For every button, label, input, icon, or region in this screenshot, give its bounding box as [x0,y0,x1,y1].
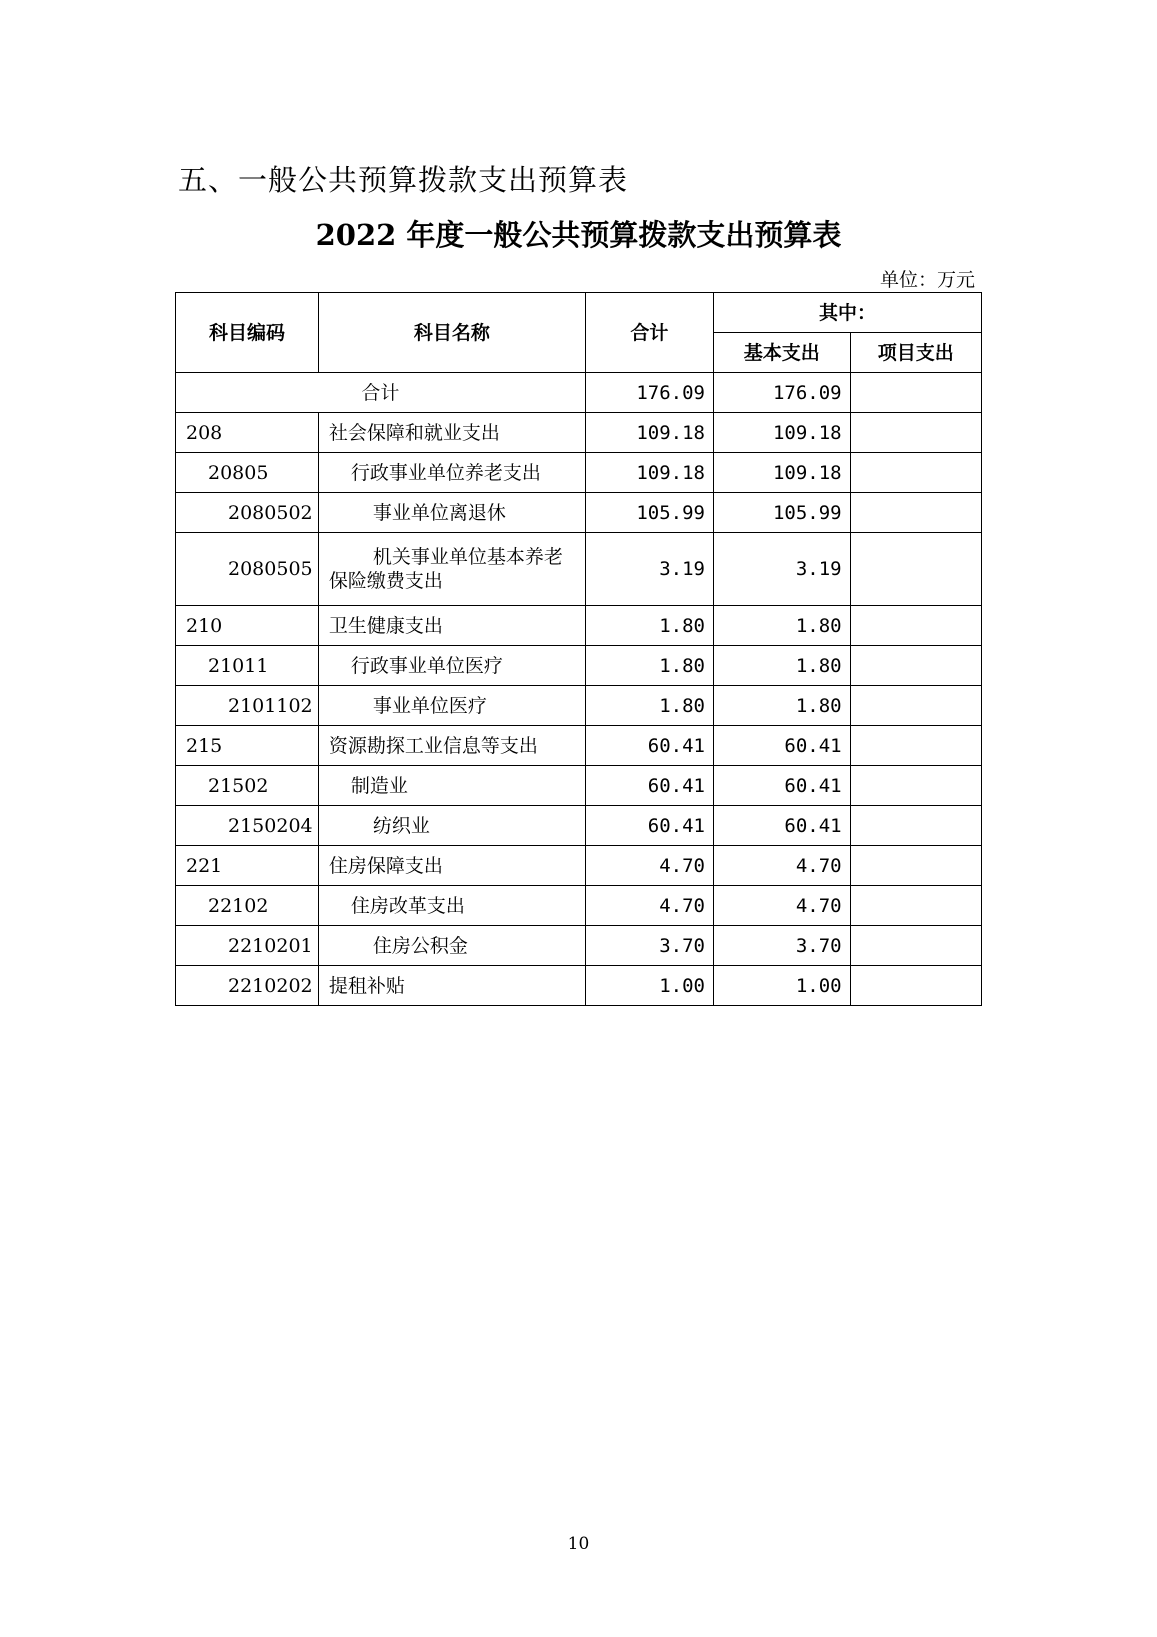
header-basic: 基本支出 [714,333,851,373]
row-code: 20805 [176,453,319,493]
table-row [176,686,982,726]
header-name: 科目名称 [318,293,585,373]
table-row [176,646,982,686]
row-project [850,886,981,926]
row-total: 60.41 [585,726,713,766]
row-basic: 109.18 [714,453,851,493]
row-code: 2210201 [176,926,319,966]
row-basic: 60.41 [714,726,851,766]
row-total: 105.99 [585,493,713,533]
row-code: 208 [176,413,319,453]
header-total: 合计 [585,293,713,373]
row-basic: 60.41 [714,766,851,806]
table-row [176,886,982,926]
row-name: 住房公积金 [318,926,585,966]
row-total: 3.70 [585,926,713,966]
row-name: 资源勘探工业信息等支出 [318,726,585,766]
header-code: 科目编码 [176,293,319,373]
row-basic: 109.18 [714,413,851,453]
row-project [850,493,981,533]
row-code: 215 [176,726,319,766]
row-total: 109.18 [585,413,713,453]
table-title: 2022 年度一般公共预算拨款支出预算表 [315,218,842,252]
row-code: 2210202 [176,966,319,1006]
row-name: 社会保障和就业支出 [318,413,585,453]
total-row [176,373,982,413]
row-total: 109.18 [585,453,713,493]
header-of-which: 其中： [714,293,982,333]
row-basic: 1.80 [714,606,851,646]
header-project: 项目支出 [850,333,981,373]
row-code: 2080502 [176,493,319,533]
row-total: 60.41 [585,766,713,806]
row-total: 1.00 [585,966,713,1006]
row-basic: 60.41 [714,806,851,846]
row-total: 1.80 [585,646,713,686]
row-basic: 3.19 [714,533,851,606]
row-name: 制造业 [318,766,585,806]
row-project [850,806,981,846]
table-row [176,493,982,533]
total-label: 合计 [176,373,586,413]
table-row [176,533,982,606]
row-code: 2080505 [176,533,319,606]
row-project [850,606,981,646]
total-basic: 176.09 [714,373,851,413]
table-row [176,606,982,646]
row-total: 1.80 [585,606,713,646]
row-name: 纺织业 [318,806,585,846]
row-project [850,926,981,966]
row-project [850,453,981,493]
row-code: 21011 [176,646,319,686]
row-basic: 4.70 [714,886,851,926]
row-name: 行政事业单位医疗 [318,646,585,686]
row-name: 提租补贴 [318,966,585,1006]
row-project [850,686,981,726]
row-code: 21502 [176,766,319,806]
row-project [850,646,981,686]
table-row [176,846,982,886]
table-row [176,926,982,966]
table-row [176,966,982,1006]
row-total: 4.70 [585,886,713,926]
row-total: 4.70 [585,846,713,886]
row-code: 2150204 [176,806,319,846]
row-name: 机关事业单位基本养老保险缴费支出 [318,533,585,606]
row-name: 行政事业单位养老支出 [318,453,585,493]
row-name: 住房保障支出 [318,846,585,886]
row-name: 住房改革支出 [318,886,585,926]
row-name: 事业单位离退休 [318,493,585,533]
row-name: 事业单位医疗 [318,686,585,726]
row-total: 60.41 [585,806,713,846]
page-number: 10 [567,1534,590,1554]
row-name: 卫生健康支出 [318,606,585,646]
row-code: 2101102 [176,686,319,726]
table-row [176,413,982,453]
row-basic: 1.80 [714,646,851,686]
row-project [850,766,981,806]
total-project [850,373,981,413]
row-basic: 105.99 [714,493,851,533]
section-heading: 五、一般公共预算拨款支出预算表 [178,163,629,197]
table-row [176,806,982,846]
row-project [850,533,981,606]
unit-label: 单位：万元 [879,269,975,291]
row-total: 1.80 [585,686,713,726]
row-total: 3.19 [585,533,713,606]
row-project [850,846,981,886]
row-code: 210 [176,606,319,646]
budget-table [175,292,982,1006]
total-total: 176.09 [585,373,713,413]
row-basic: 4.70 [714,846,851,886]
row-project [850,726,981,766]
row-project [850,966,981,1006]
table-row [176,726,982,766]
row-basic: 1.80 [714,686,851,726]
row-basic: 3.70 [714,926,851,966]
table-row [176,453,982,493]
row-code: 221 [176,846,319,886]
row-code: 22102 [176,886,319,926]
row-project [850,413,981,453]
table-row [176,766,982,806]
row-basic: 1.00 [714,966,851,1006]
